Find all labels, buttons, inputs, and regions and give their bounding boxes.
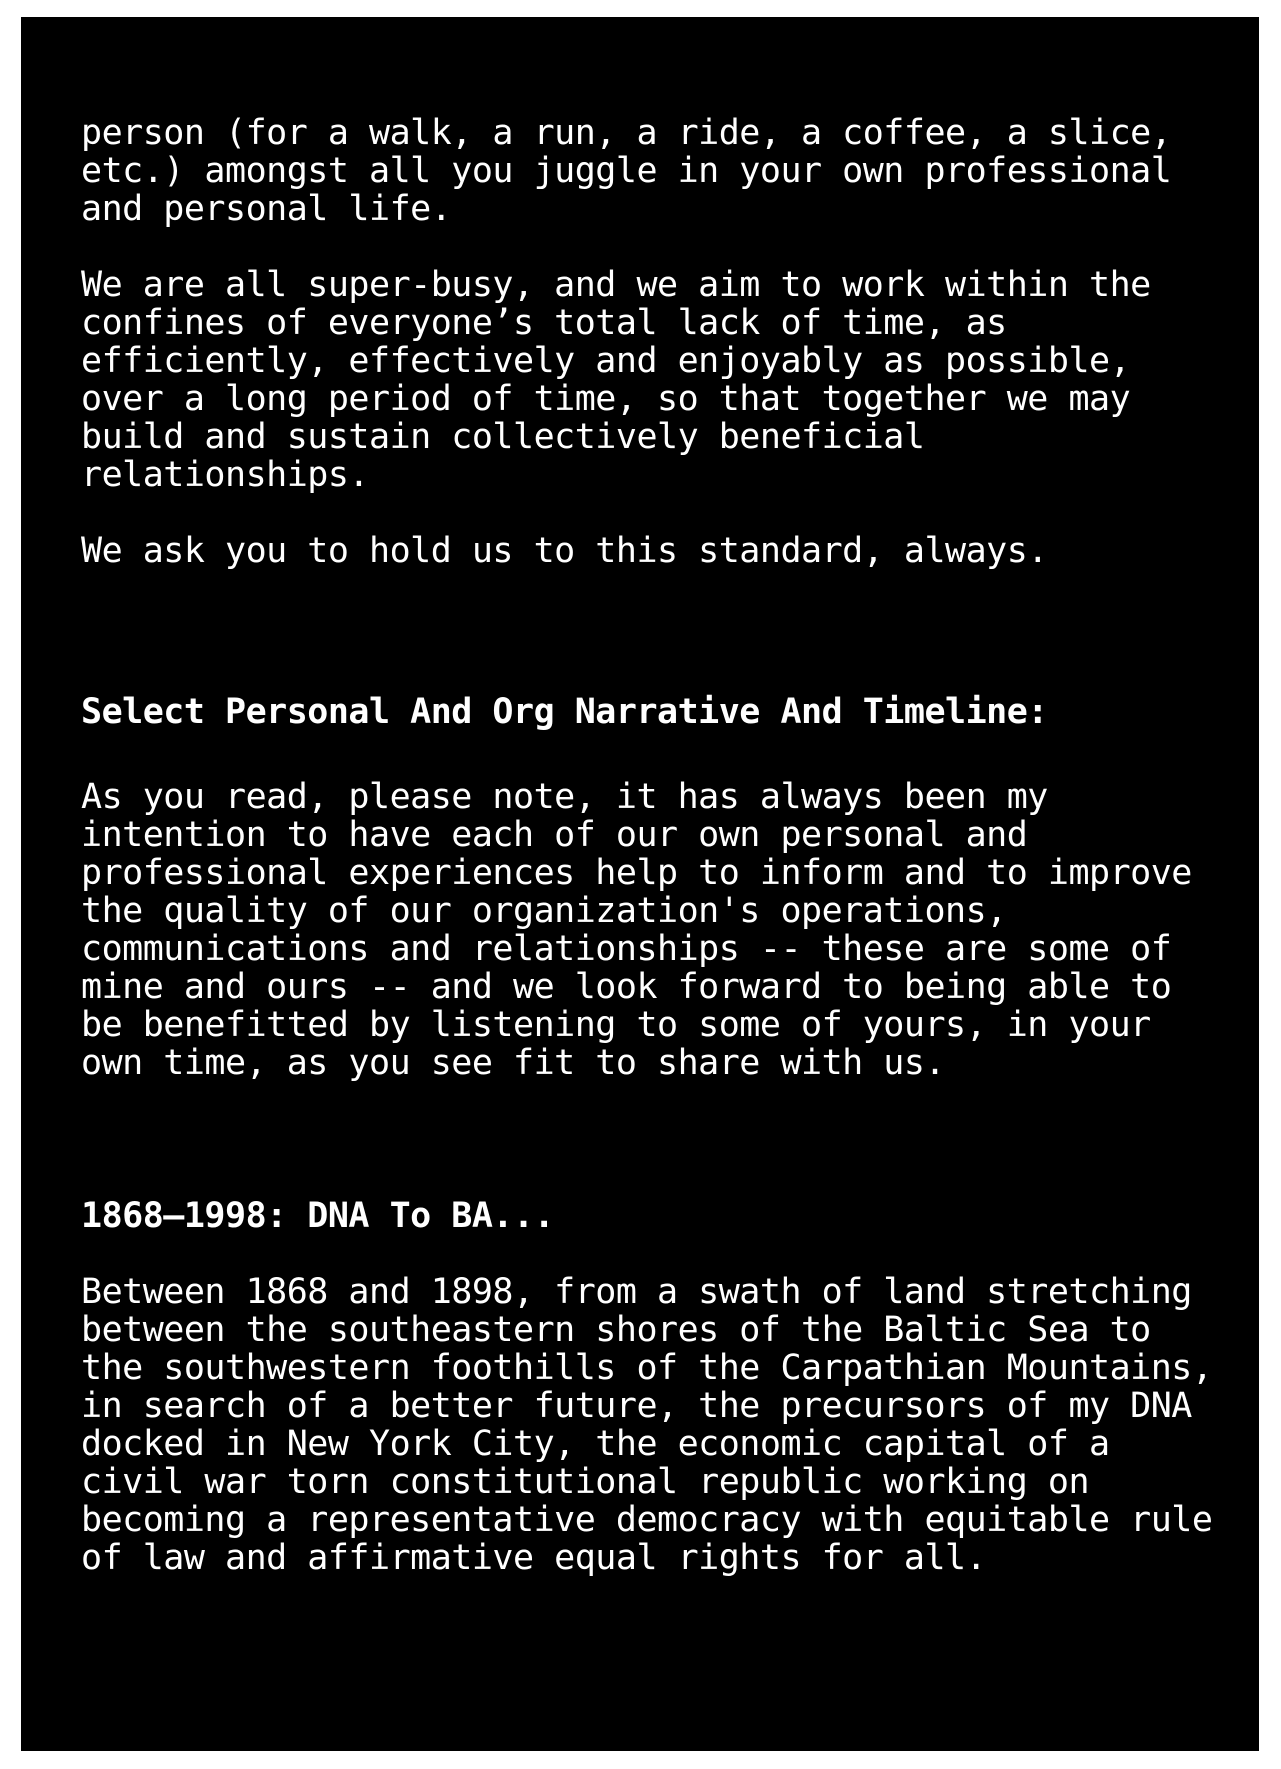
timeline-heading: 1868–1998: DNA To BA... — [81, 1196, 555, 1236]
narrative-heading: Select Personal And Org Narrative And Timeline: — [81, 692, 1048, 732]
dna-paragraph: Between 1868 and 1898, from a swath of land stretching between the southeastern shores of the Baltic Sea to the southwestern foothills of the Carpathian Mountains, in search of a better future, the precursors of my DNA docked in New York City, the economic capital of a civil war torn constitutional republic working on becoming a representative democracy with equitable rule of law and affirmative equal rights for all. — [81, 1272, 1213, 1578]
document-page — [21, 17, 1259, 1751]
narrative-paragraph: As you read, please note, it has always been my intention to have each of our own personal and professional experiences help to inform and to improve the quality of our organization's operations, communications and relationships -- these are some of mine and ours -- and we look forward to being able to be benefitted by listening to some of yours, in your own time, as you see fit to share with us. — [81, 777, 1192, 1083]
intro-tail-paragraph: person (for a walk, a run, a ride, a coffee, a slice, etc.) amongst all you juggle in your own professional and personal life. — [81, 113, 1172, 229]
busy-paragraph: We are all super-busy, and we aim to work within the confines of everyone’s total lack of time, as efficiently, effectively and enjoyably as possible, over a long period of time, so that together we may build and sustain collectively beneficial relationships. — [81, 265, 1151, 495]
standard-paragraph: We ask you to hold us to this standard, always. — [81, 531, 1048, 571]
